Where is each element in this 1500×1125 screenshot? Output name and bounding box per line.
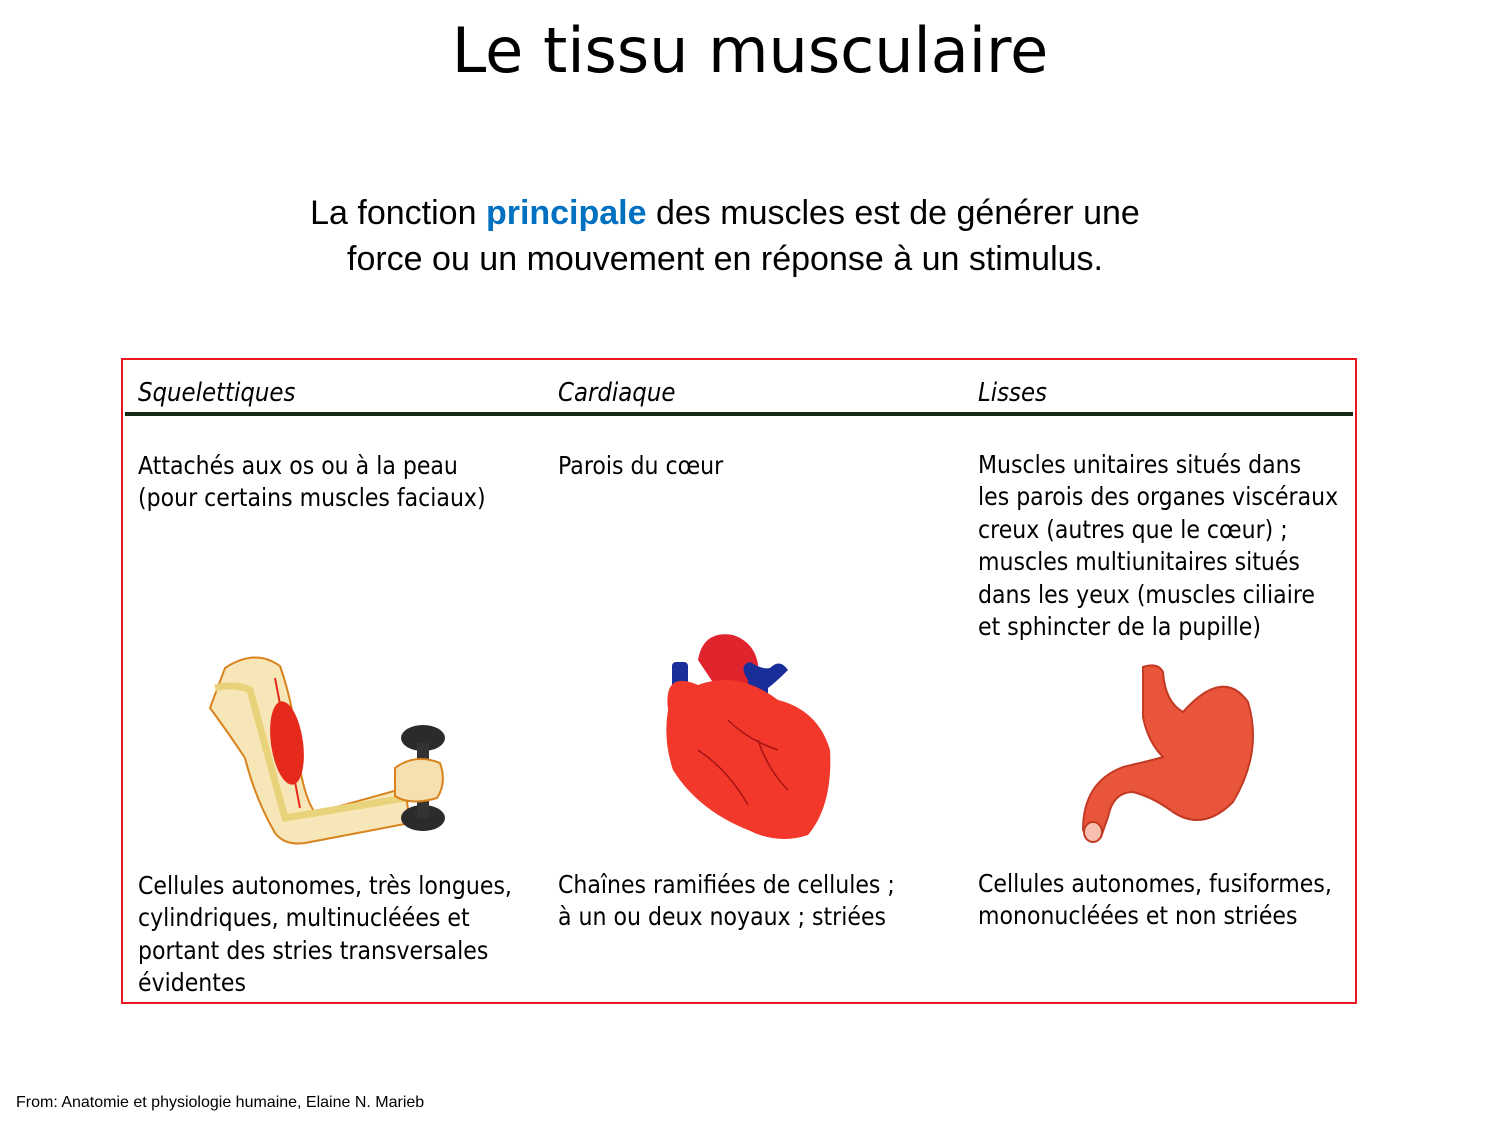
arm-dumbbell-icon xyxy=(205,648,450,848)
cell-line: Cellules autonomes, fusiformes, xyxy=(978,869,1332,898)
location-line: les parois des organes viscéraux xyxy=(978,482,1339,512)
intro-line2: force ou un mouvement en réponse à un stimulus. xyxy=(347,240,1103,278)
location-squelettiques xyxy=(138,450,486,515)
cell-line: évidentes xyxy=(138,968,246,998)
location-line: Attachés aux os ou à la peau xyxy=(138,451,458,480)
location-line: muscles multiunitaires situés xyxy=(978,547,1300,577)
location-line: (pour certains muscles faciaux) xyxy=(138,483,486,513)
intro-highlight: principale xyxy=(485,194,647,232)
stomach-icon xyxy=(1073,662,1258,847)
cells-lisses xyxy=(978,868,1332,933)
cell-line: portant des stries transversales xyxy=(138,935,489,965)
heart-icon xyxy=(658,630,838,845)
location-line: Parois du cœur xyxy=(558,451,724,480)
location-line: et sphincter de la pupille) xyxy=(978,612,1261,642)
header-squelettiques: Squelettiques xyxy=(138,378,296,408)
intro-text xyxy=(200,190,1250,282)
cell-line: à un ou deux noyaux ; striées xyxy=(558,902,886,932)
source-citation: From: Anatomie et physiologie humaine, Elaine N. Marieb xyxy=(16,1094,425,1111)
cells-cardiaque xyxy=(558,869,895,934)
location-cardiaque xyxy=(558,450,723,482)
header-lisses: Lisses xyxy=(978,378,1047,408)
slide-title: Le tissu musculaire xyxy=(451,14,1049,87)
header-cardiaque: Cardiaque xyxy=(558,378,676,408)
cell-line: mononucléées et non striées xyxy=(978,901,1298,931)
location-lisses xyxy=(978,449,1338,643)
cells-squelettiques xyxy=(138,870,512,1000)
cell-line: cylindriques, multinucléées et xyxy=(138,903,470,933)
location-line: Muscles unitaires situés dans xyxy=(978,450,1302,479)
cell-line: Chaînes ramifiées de cellules ; xyxy=(558,870,895,899)
location-line: creux (autres que le cœur) ; xyxy=(978,514,1288,544)
intro-part1: La fonction xyxy=(310,194,486,232)
intro-part2: des muscles est de générer une xyxy=(646,194,1140,232)
location-line: dans les yeux (muscles ciliaire xyxy=(978,579,1315,609)
header-rule xyxy=(125,412,1353,416)
cell-line: Cellules autonomes, très longues, xyxy=(138,871,512,900)
muscle-types-table xyxy=(121,358,1357,1004)
